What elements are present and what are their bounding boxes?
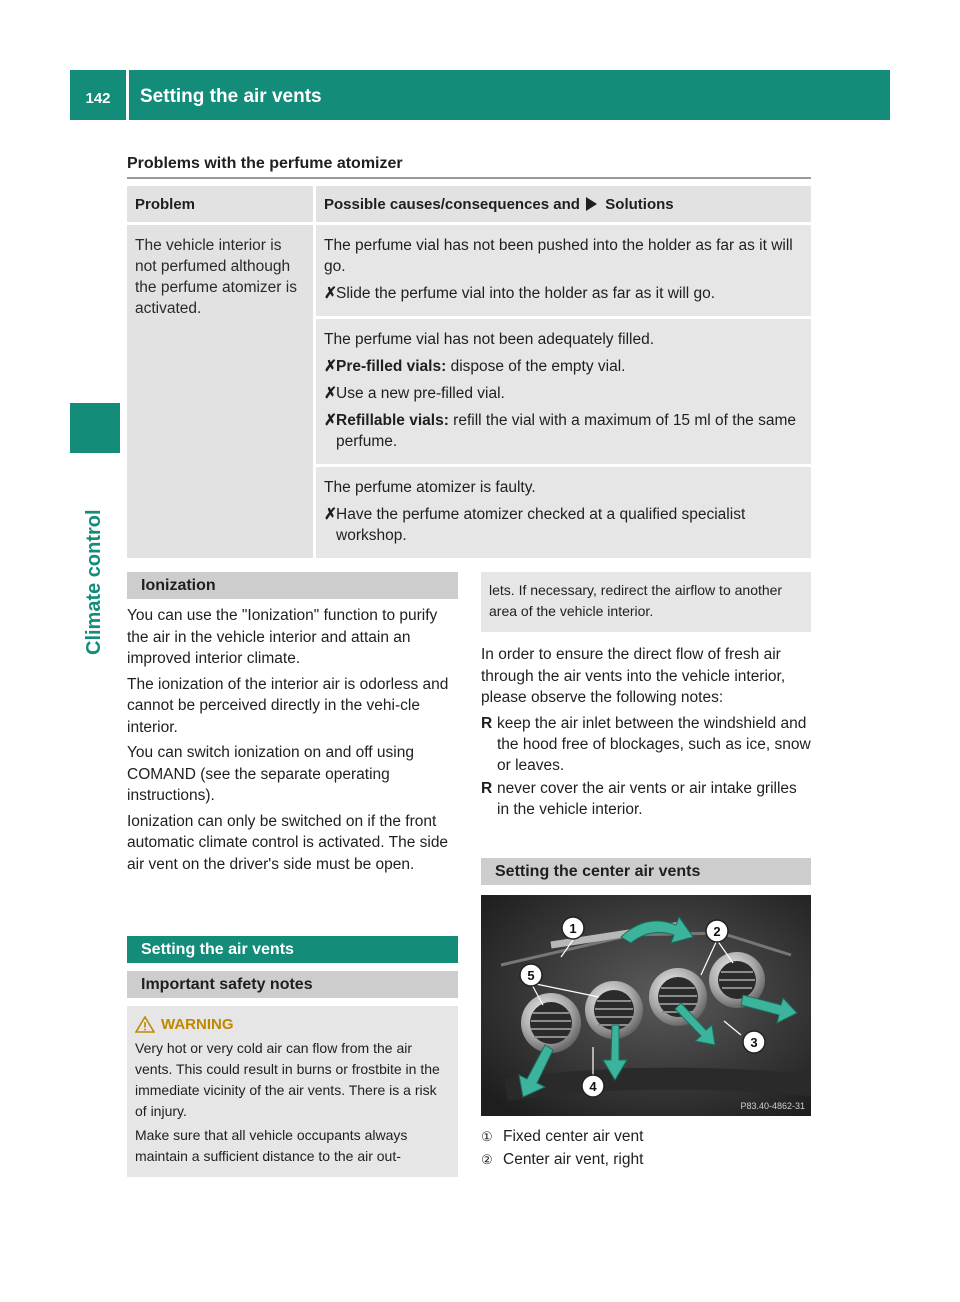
legend-number: ① — [481, 1129, 493, 1144]
warning-title-text: WARNING — [161, 1016, 234, 1033]
left-column — [127, 572, 458, 875]
right-column — [481, 572, 811, 820]
callout-4 — [582, 1075, 604, 1097]
chapter-label: Climate control — [83, 509, 105, 655]
legend-item — [481, 1149, 811, 1170]
page-title: Setting the air vents — [140, 86, 322, 107]
note-bullet — [481, 778, 811, 820]
callout-1 — [562, 917, 584, 939]
bullet-marker: R — [481, 779, 493, 797]
svg-text:1: 1 — [569, 921, 577, 936]
cause-cell — [313, 222, 811, 316]
solution-step — [324, 383, 803, 404]
column-header-problem: Problem — [127, 186, 313, 222]
header-divider — [126, 70, 129, 120]
step-marker-icon: ✗ — [324, 285, 337, 302]
svg-text:5: 5 — [527, 968, 535, 983]
warning-title — [135, 1014, 452, 1035]
cause-cell — [313, 316, 811, 464]
legend-number: ② — [481, 1152, 493, 1167]
column-header-solutions-prefix: Possible causes/consequences and — [324, 195, 580, 213]
note-text: never cover the air vents or air intake grilles in the vehicle interior. — [497, 779, 797, 818]
vent-center-right — [649, 968, 707, 1026]
step-text: Use a new pre-filled vial. — [336, 385, 505, 402]
air-vents-heading: Setting the air vents — [127, 936, 458, 963]
page-number: 142 — [85, 90, 111, 107]
ionization-paragraph: You can switch ionization on and off using COMAND (see the separate operating instructions). — [127, 744, 414, 804]
column-header-solutions-suffix: Solutions — [605, 195, 674, 213]
note-text: keep the air inlet between the windshield and the hood free of blockages, such as ice, snow or leaves. — [497, 714, 811, 774]
step-marker-icon: ✗ — [324, 385, 337, 402]
note-bullet — [481, 713, 811, 776]
safety-notes-heading: Important safety notes — [127, 971, 458, 998]
step-lead: Refillable vials: — [336, 412, 449, 429]
ionization-paragraph: The ionization of the interior air is odorless and cannot be perceived directly in the vehi-cle interior. — [127, 675, 449, 736]
figure-code: P83.40-4862-31 — [740, 1101, 805, 1111]
cause-text: The perfume vial has not been pushed into the holder as far as it will go. — [324, 237, 793, 275]
step-text: dispose of the empty vial. — [446, 358, 626, 375]
chapter-tab-marker — [70, 403, 120, 453]
warning-box-continued — [481, 572, 811, 632]
callout-2 — [706, 920, 728, 942]
callout-5 — [520, 964, 542, 986]
svg-text:4: 4 — [589, 1079, 597, 1094]
solution-step — [324, 504, 803, 546]
problem-text: The vehicle interior is not perfumed although the perfume atomizer is activated. — [135, 237, 297, 317]
cause-text: The perfume vial has not been adequately filled. — [324, 331, 655, 348]
ionization-paragraph: Ionization can only be switched on if the front automatic climate control is activated. The side air vent on the driver's side must be open. — [127, 812, 449, 873]
svg-text:2: 2 — [713, 924, 721, 939]
cause-text: The perfume atomizer is faulty. — [324, 479, 536, 496]
warning-paragraph-continued: lets. If necessary, redirect the airflow to another area of the vehicle interior. — [489, 582, 783, 619]
solution-step — [324, 356, 803, 377]
step-text: Slide the perfume vial into the holder as far as it will go. — [336, 285, 716, 302]
legend-item — [481, 1126, 811, 1147]
callout-3 — [743, 1031, 765, 1053]
step-text: refill the vial with a maximum of 15 ml of the same perfume. — [336, 412, 797, 450]
center-vents-block — [481, 858, 811, 885]
bullet-marker: R — [481, 714, 493, 732]
dashboard-vents-illustration — [481, 895, 811, 1116]
center-air-vents-figure — [481, 895, 811, 1116]
step-lead: Pre-filled vials: — [336, 358, 447, 375]
problems-section-title: Problems with the perfume atomizer — [127, 155, 403, 172]
ionization-paragraph: You can use the "Ionization" function to purify the air in the vehicle interior and attain an improved interior climate. — [127, 607, 438, 667]
step-marker-icon: ✗ — [324, 412, 337, 429]
problems-table — [127, 186, 811, 558]
solution-step — [324, 410, 803, 452]
figure-legend — [481, 1124, 811, 1170]
step-marker-icon: ✗ — [324, 358, 337, 375]
step-text: Have the perfume atomizer checked at a qualified specialist workshop. — [336, 506, 746, 544]
air-vents-block — [127, 936, 458, 1177]
legend-text: Fixed center air vent — [503, 1128, 644, 1145]
ionization-heading: Ionization — [127, 572, 458, 599]
warning-paragraph: Very hot or very cold air can flow from the air vents. This could result in burns or frostbite in the immediate vicinity of the air vents. There is a risk of injury. — [135, 1040, 440, 1119]
air-vents-intro: In order to ensure the direct flow of fresh air through the air vents into the vehicle interior, please observe the following notes: — [481, 646, 786, 706]
solution-step — [324, 283, 803, 304]
center-vents-heading: Setting the center air vents — [481, 858, 811, 885]
warning-paragraph: Make sure that all vehicle occupants always maintain a sufficient distance to the air out- — [135, 1127, 408, 1164]
warning-box — [127, 1006, 458, 1177]
action-arrow-icon — [586, 197, 597, 211]
step-marker-icon: ✗ — [324, 506, 337, 523]
warning-triangle-icon — [135, 1016, 155, 1033]
vent-left — [521, 993, 581, 1053]
legend-text: Center air vent, right — [503, 1151, 644, 1168]
section-rule — [127, 177, 811, 179]
svg-text:3: 3 — [750, 1035, 758, 1050]
problem-cell — [127, 222, 313, 558]
cause-cell — [313, 464, 811, 558]
column-header-solutions — [313, 186, 811, 222]
